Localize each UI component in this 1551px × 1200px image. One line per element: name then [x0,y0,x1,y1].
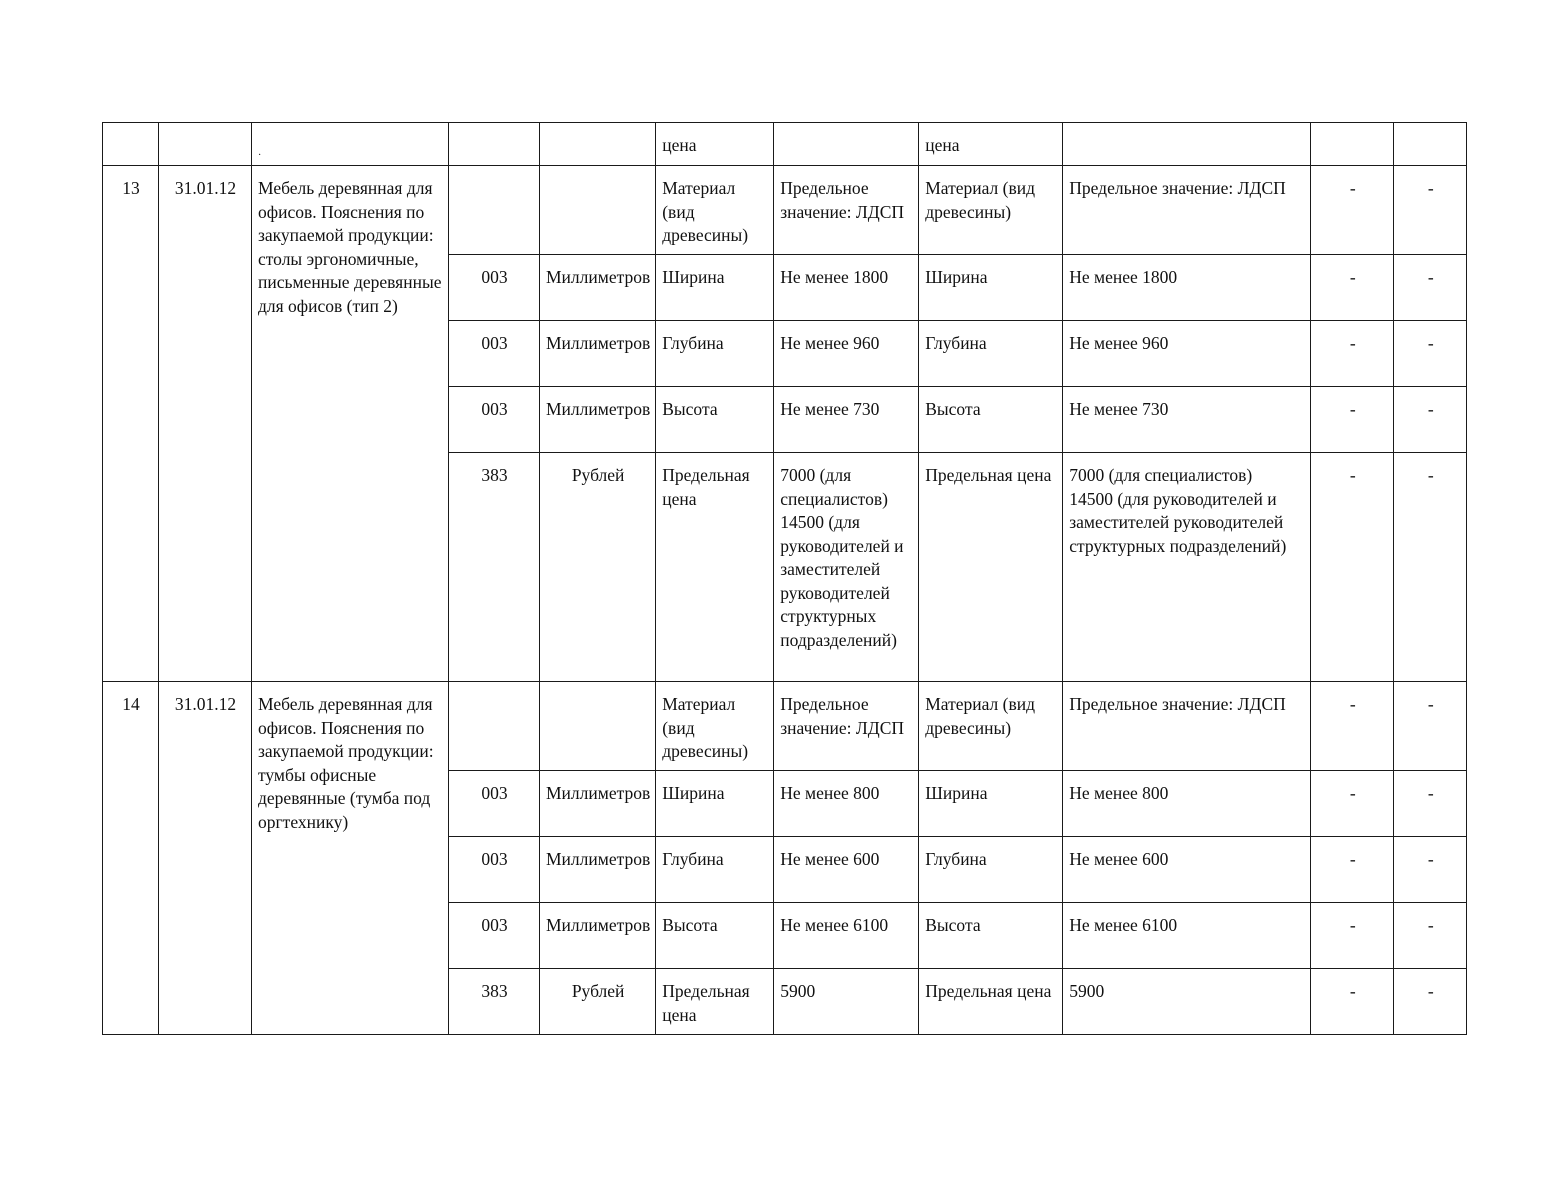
dash-cell: - [1394,453,1467,682]
characteristic-2: Материал (вид древесины) [919,682,1063,771]
characteristic-value-2: Не менее 600 [1063,837,1311,903]
characteristic-2: Ширина [919,255,1063,321]
cell-unit [540,123,656,166]
dash-cell: - [1394,387,1467,453]
characteristic: Предельная цена [656,453,774,682]
cell-description: · [252,123,449,166]
cell-num [103,123,159,166]
dash-cell: - [1311,387,1394,453]
row-number: 13 [103,166,159,682]
okpd-code: 31.01.12 [159,166,252,682]
dash-cell: - [1394,166,1467,255]
characteristic-value: Не менее 1800 [774,255,919,321]
dash-cell: - [1311,166,1394,255]
cell-extra-2 [1394,123,1467,166]
unit-name: Рублей [540,969,656,1035]
cell-extra-1 [1311,123,1394,166]
characteristic: Высота [656,387,774,453]
dash-cell: - [1394,969,1467,1035]
okpd-code: 31.01.12 [159,682,252,1035]
characteristic-2: Глубина [919,321,1063,387]
unit-name: Миллиметров [540,321,656,387]
continuation-row [103,123,1467,166]
characteristic: Ширина [656,771,774,837]
table-row [103,166,1467,255]
characteristic-value-2: Предельное значение: ЛДСП [1063,166,1311,255]
characteristic-value-2: Не менее 1800 [1063,255,1311,321]
okei-code: 003 [449,255,540,321]
characteristic: Ширина [656,255,774,321]
characteristic-value: Предельное значение: ЛДСП [774,682,919,771]
cell-okei [449,123,540,166]
characteristic-value: Не менее 960 [774,321,919,387]
characteristic-2: Материал (вид древесины) [919,166,1063,255]
dash-cell: - [1311,837,1394,903]
characteristic: Высота [656,903,774,969]
characteristic: Глубина [656,837,774,903]
characteristic-value: Не менее 600 [774,837,919,903]
cell-code [159,123,252,166]
characteristic: Глубина [656,321,774,387]
unit-name: Миллиметров [540,255,656,321]
characteristic-value: Не менее 730 [774,387,919,453]
characteristic-2: Высота [919,903,1063,969]
characteristic-value: 5900 [774,969,919,1035]
unit-name: Миллиметров [540,387,656,453]
characteristic: Предельная цена [656,969,774,1035]
cell-characteristic: цена [656,123,774,166]
unit-name [540,166,656,255]
dash-cell: - [1311,771,1394,837]
characteristic-2: Ширина [919,771,1063,837]
unit-name: Миллиметров [540,771,656,837]
dash-cell: - [1311,255,1394,321]
characteristic-value: Предельное значение: ЛДСП [774,166,919,255]
unit-name: Миллиметров [540,837,656,903]
unit-name [540,682,656,771]
dash-cell: - [1394,682,1467,771]
characteristic: Материал (вид древесины) [656,166,774,255]
dash-cell: - [1394,321,1467,387]
characteristic-value-2: 7000 (для специалистов) 14500 (для руководителей и заместителей руководителей структурных подразделений) [1063,453,1311,682]
characteristic-value-2: Предельное значение: ЛДСП [1063,682,1311,771]
dash-cell: - [1311,453,1394,682]
dash-cell: - [1394,837,1467,903]
characteristic-value-2: Не менее 730 [1063,387,1311,453]
okei-code [449,166,540,255]
cell-characteristic-2: цена [919,123,1063,166]
characteristic-value: Не менее 800 [774,771,919,837]
table-row [103,682,1467,771]
dash-cell: - [1394,255,1467,321]
okei-code: 003 [449,903,540,969]
unit-name: Миллиметров [540,903,656,969]
okei-code: 003 [449,387,540,453]
okei-code: 383 [449,453,540,682]
characteristic-value-2: 5900 [1063,969,1311,1035]
dash-cell: - [1311,903,1394,969]
characteristic-2: Предельная цена [919,969,1063,1035]
okei-code: 383 [449,969,540,1035]
dash-cell: - [1311,682,1394,771]
characteristic-2: Высота [919,387,1063,453]
item-description: Мебель деревянная для офисов. Пояснения по закупаемой продукции: тумбы офисные деревянные (тумба под оргтехнику) [252,682,449,1035]
row-number: 14 [103,682,159,1035]
okei-code: 003 [449,771,540,837]
characteristic-value-2: Не менее 800 [1063,771,1311,837]
item-description: Мебель деревянная для офисов. Пояснения по закупаемой продукции: столы эргономичные, письменные деревянные для офисов (тип 2) [252,166,449,682]
characteristic-2: Глубина [919,837,1063,903]
okei-code: 003 [449,837,540,903]
characteristic-value-2: Не менее 6100 [1063,903,1311,969]
unit-name: Рублей [540,453,656,682]
okei-code [449,682,540,771]
cell-value [774,123,919,166]
dash-cell: - [1394,771,1467,837]
requirements-table [102,122,1467,1035]
dash-cell: - [1311,969,1394,1035]
dash-cell: - [1394,903,1467,969]
okei-code: 003 [449,321,540,387]
dash-cell: - [1311,321,1394,387]
cell-value-2 [1063,123,1311,166]
characteristic-2: Предельная цена [919,453,1063,682]
characteristic-value-2: Не менее 960 [1063,321,1311,387]
characteristic-value: 7000 (для специалистов) 14500 (для руководителей и заместителей руководителей структурных подразделений) [774,453,919,682]
characteristic-value: Не менее 6100 [774,903,919,969]
characteristic: Материал (вид древесины) [656,682,774,771]
